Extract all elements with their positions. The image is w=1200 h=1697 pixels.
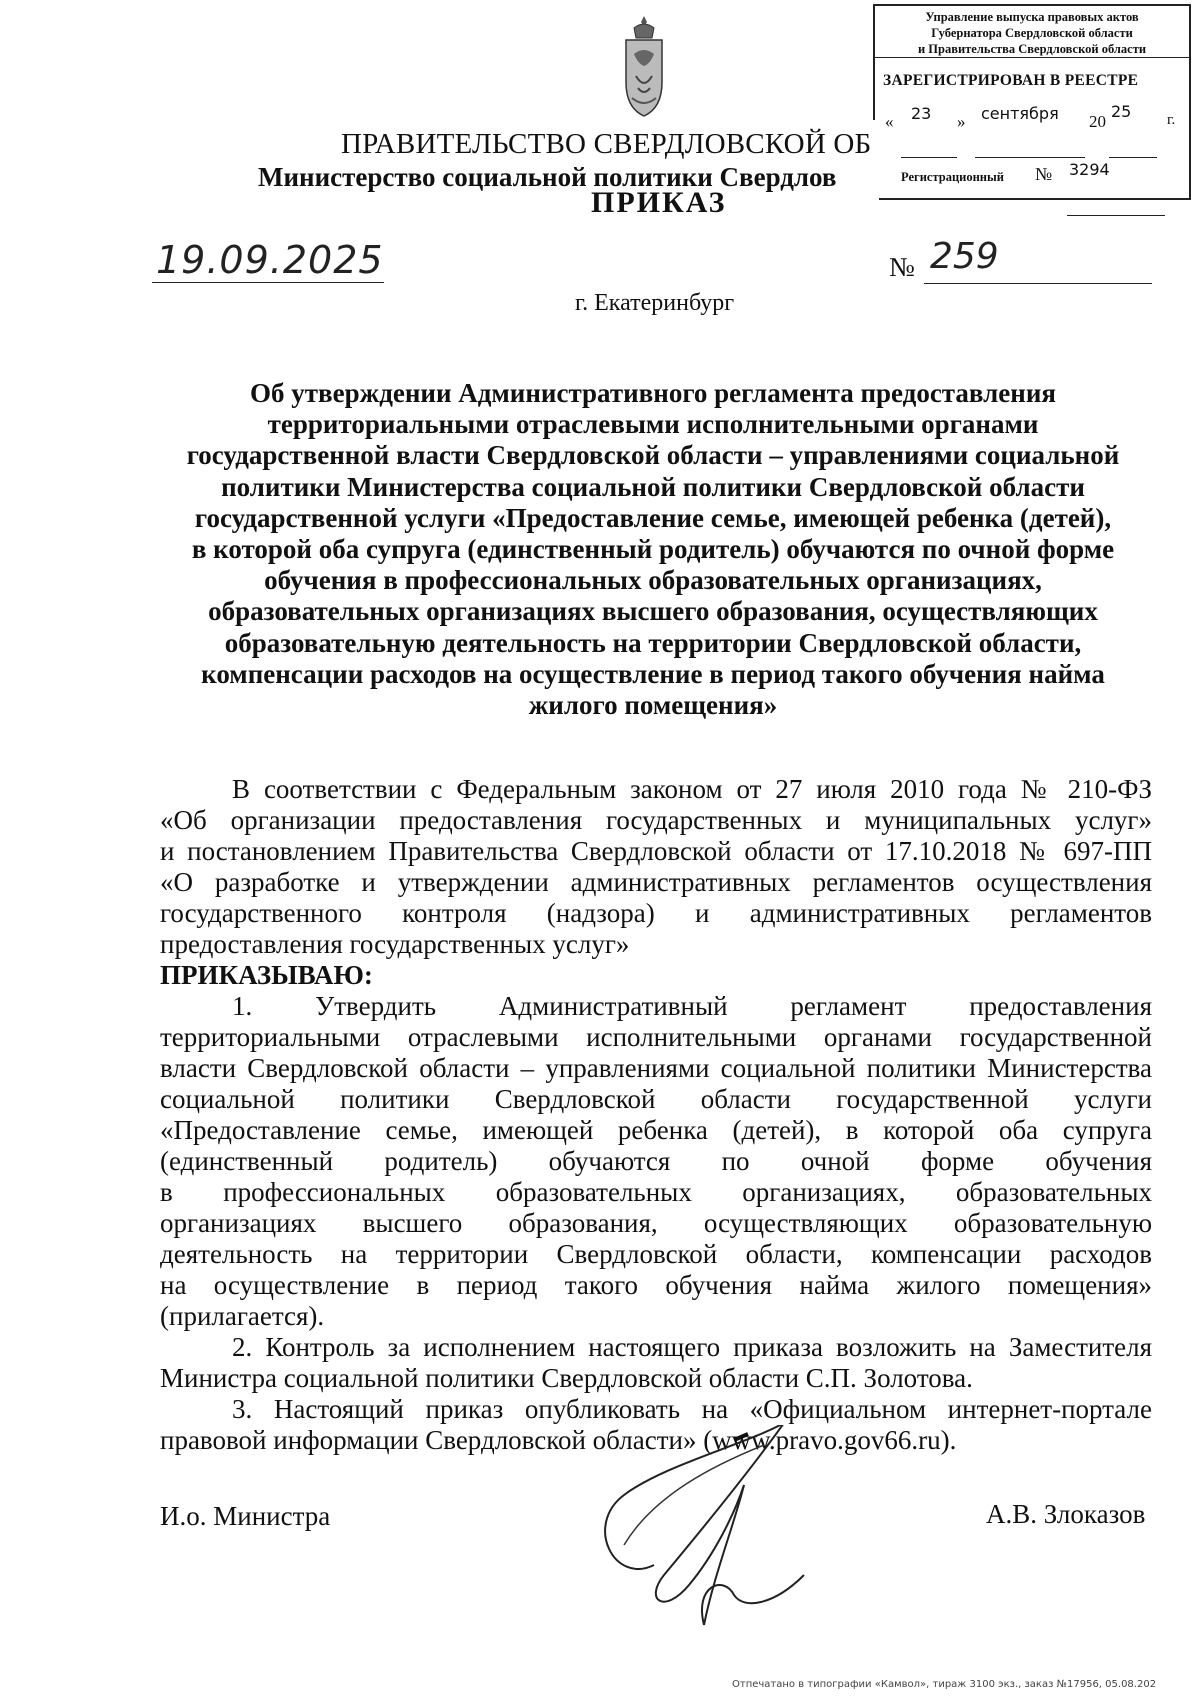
item-line: в профессиональных образовательных организациях, образовательных bbox=[160, 1177, 1152, 1207]
stamp-month: сентября bbox=[981, 104, 1059, 123]
item-line: 1. Утвердить Административный регламент предоставления bbox=[232, 991, 1152, 1021]
subject-line: Об утверждении Административного регламента предоставления bbox=[250, 378, 1056, 408]
item-line: социальной политики Свердловской области государственной услуги bbox=[160, 1084, 1152, 1114]
subject-line: компенсации расходов на осуществление в период такого обучения найма bbox=[201, 658, 1105, 689]
item-3-line: правовой информации Свердловской области» (www.pravo.gov66.ru). bbox=[160, 1425, 957, 1455]
stamp-reg-number: 3294 bbox=[1069, 160, 1110, 179]
subject-line: образовательных организациях высшего образования, осуществляющих bbox=[208, 596, 1098, 627]
item-line: «Предоставление семье, имеющей ребенка (детей), в которой оба супруга bbox=[160, 1115, 1152, 1145]
preamble-line: «О разработке и утверждении административных регламентов осуществления bbox=[160, 867, 1152, 897]
stamp-year-abbr: г. bbox=[1167, 112, 1176, 128]
item-line: (единственный родитель) обучаются по очной форме обучения bbox=[160, 1146, 1152, 1176]
stamp-open-quote: « bbox=[885, 112, 894, 131]
stamp-number-sign: № bbox=[1035, 164, 1053, 184]
subject-line: жилого помещения» bbox=[528, 690, 778, 721]
preamble-line: «Об организации предоставления государственных и муниципальных услуг» bbox=[160, 805, 1152, 835]
coat-of-arms-icon bbox=[614, 14, 674, 122]
order-directive: ПРИКАЗЫВАЮ: bbox=[160, 960, 373, 990]
item-1 bbox=[160, 991, 1152, 1456]
item-2-line: Министра социальной политики Свердловской области С.П. Золотова. bbox=[160, 1363, 973, 1393]
stamp-date bbox=[885, 102, 1181, 136]
item-line: власти Свердловской области – управлениями социальной политики Министерства bbox=[160, 1053, 1152, 1083]
city: г. Екатеринбург bbox=[575, 290, 735, 316]
signatory-position: И.о. Министра bbox=[160, 1501, 331, 1531]
subject-line: образовательную деятельность на территории Свердловской области, bbox=[224, 627, 1082, 658]
order-title: ПРИКАЗ bbox=[591, 186, 727, 219]
item-2-line: 2. Контроль за исполнением настоящего приказа возложить на Заместителя bbox=[232, 1332, 1152, 1362]
stamp-registered-text: ЗАРЕГИСТРИРОВАН В РЕЕСТРЕ bbox=[883, 72, 1139, 89]
stamp-header-line: Губернатора Свердловской области bbox=[931, 26, 1133, 40]
subject-line: территориальными отраслевыми исполнительными органами bbox=[267, 409, 1039, 440]
ministry-title: Министерство социальной политики Свердлов bbox=[258, 162, 837, 192]
order-number-sign: № bbox=[889, 252, 915, 282]
order-subject bbox=[160, 378, 1146, 721]
stamp-close-quote: » bbox=[957, 112, 966, 131]
stamp-number-row bbox=[901, 160, 1171, 190]
preamble bbox=[160, 774, 1152, 991]
stamp-header bbox=[875, 6, 1189, 58]
subject-line: политики Министерства социальной политики Свердловской области bbox=[221, 471, 1085, 502]
preamble-line: В соответствии с Федеральным законом от 27 июля 2010 года № 210-ФЗ bbox=[232, 774, 1152, 804]
preamble-line: государственного контроля (надзора) и административных регламентов bbox=[160, 898, 1152, 928]
subject-line: государственной власти Свердловской области – управлениями социальной bbox=[186, 440, 1120, 471]
government-title: ПРАВИТЕЛЬСТВО СВЕРДЛОВСКОЙ ОБ bbox=[341, 128, 872, 160]
order-number: 259 bbox=[930, 236, 999, 277]
preamble-line: и постановлением Правительства Свердловской области от 17.10.2018 № 697-ПП bbox=[160, 836, 1152, 866]
subject-line: обучения в профессиональных образовательных организациях, bbox=[264, 565, 1042, 596]
item-line: (прилагается). bbox=[160, 1301, 325, 1331]
signatory-name: А.В. Злоказов bbox=[986, 1499, 1146, 1529]
order-date: 19.09.2025 bbox=[156, 238, 384, 282]
item-line: деятельность на территории Свердловской области, компенсации расходов bbox=[160, 1239, 1152, 1269]
stamp-header-line: Управление выпуска правовых актов bbox=[925, 10, 1139, 24]
number-underline bbox=[924, 283, 1152, 284]
stamp-year-suffix: 25 bbox=[1111, 102, 1132, 121]
registration-stamp bbox=[873, 4, 1191, 200]
subject-line: в которой оба супруга (единственный родитель) обучаются по очной форме bbox=[191, 534, 1115, 565]
stamp-year-prefix: 20 bbox=[1089, 112, 1106, 131]
item-3-line: 3. Настоящий приказ опубликовать на «Официальном интернет-портале bbox=[232, 1394, 1152, 1424]
item-line: территориальными отраслевыми исполнительными органами государственной bbox=[160, 1022, 1152, 1052]
printer-footer: Отпечатано в типографии «Камвол», тираж 3100 экз., заказ №17956, 05.08.202 bbox=[732, 1679, 1157, 1690]
handwritten-signature bbox=[594, 1425, 814, 1635]
stamp-header-line: и Правительства Свердловской области bbox=[917, 42, 1147, 56]
date-underline bbox=[152, 282, 384, 283]
subject-line: государственной услуги «Предоставление семье, имеющей ребенка (детей), bbox=[194, 502, 1112, 533]
stamp-reg-label: Регистрационный bbox=[901, 170, 1004, 184]
item-line: организациях высшего образования, осуществляющих образовательную bbox=[160, 1208, 1152, 1238]
stamp-day: 23 bbox=[911, 104, 932, 123]
item-line: на осуществление в период такого обучения найма жилого помещения» bbox=[160, 1270, 1152, 1300]
preamble-line: предоставления государственных услуг» bbox=[160, 929, 630, 959]
